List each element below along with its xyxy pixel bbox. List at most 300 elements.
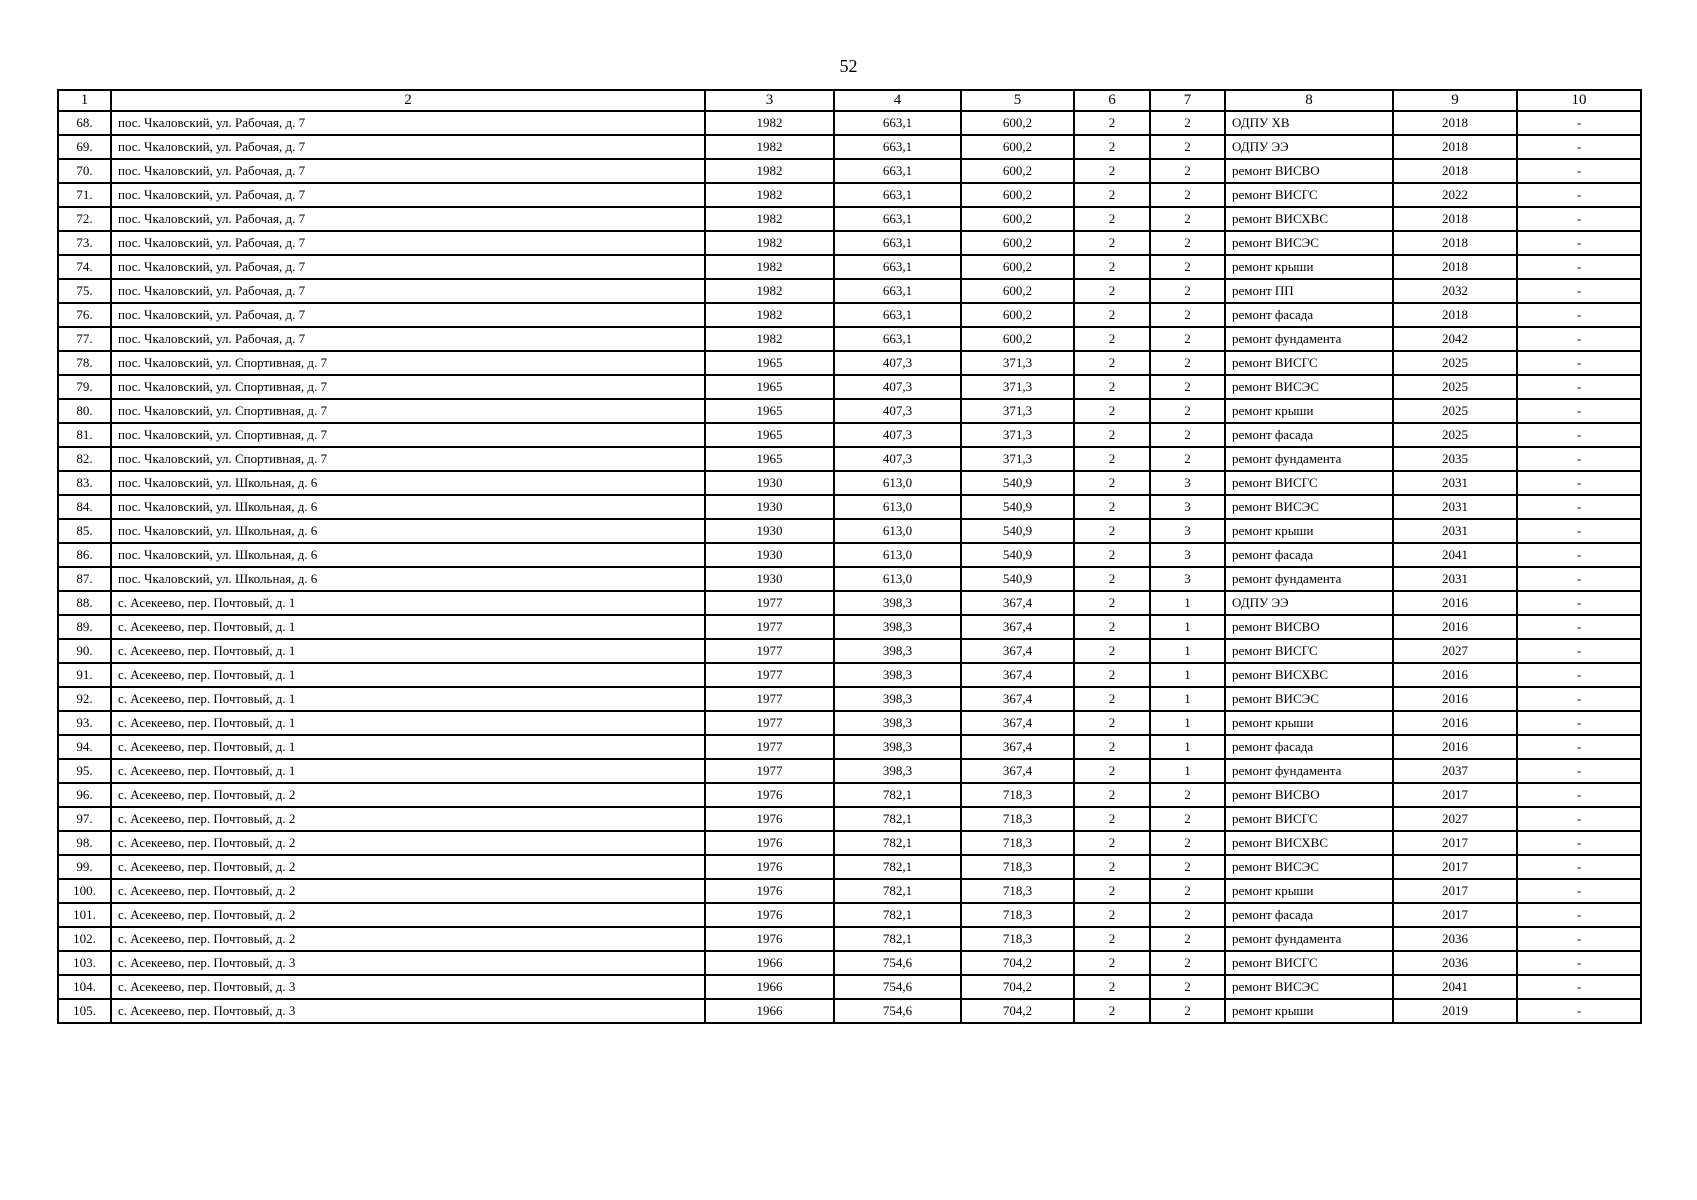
planned-year-cell: 2018	[1393, 231, 1517, 255]
total-area-cell: 782,1	[834, 855, 961, 879]
table-row	[58, 591, 1641, 615]
column-header-10: 10	[1517, 90, 1641, 111]
planned-year-cell: 2018	[1393, 207, 1517, 231]
row-number-cell: 93.	[58, 711, 111, 735]
address-cell: с. Асекеево, пер. Почтовый, д. 1	[111, 759, 705, 783]
note-cell: -	[1517, 831, 1641, 855]
living-area-cell: 540,9	[961, 471, 1074, 495]
address-cell: с. Асекеево, пер. Почтовый, д. 2	[111, 831, 705, 855]
floors-cell: 2	[1074, 711, 1150, 735]
living-area-cell: 600,2	[961, 255, 1074, 279]
living-area-cell: 600,2	[961, 303, 1074, 327]
work-type-cell: ремонт ПП	[1225, 279, 1393, 303]
row-number-cell: 86.	[58, 543, 111, 567]
planned-year-cell: 2032	[1393, 279, 1517, 303]
living-area-cell: 540,9	[961, 543, 1074, 567]
total-area-cell: 782,1	[834, 927, 961, 951]
note-cell: -	[1517, 399, 1641, 423]
note-cell: -	[1517, 327, 1641, 351]
work-type-cell: ремонт ВИСЭС	[1225, 495, 1393, 519]
planned-year-cell: 2027	[1393, 639, 1517, 663]
entrances-cell: 2	[1150, 183, 1225, 207]
floors-cell: 2	[1074, 903, 1150, 927]
planned-year-cell: 2019	[1393, 999, 1517, 1023]
work-type-cell: ОДПУ ЭЭ	[1225, 135, 1393, 159]
floors-cell: 2	[1074, 111, 1150, 135]
address-cell: пос. Чкаловский, ул. Рабочая, д. 7	[111, 135, 705, 159]
address-cell: пос. Чкаловский, ул. Спортивная, д. 7	[111, 423, 705, 447]
entrances-cell: 2	[1150, 255, 1225, 279]
living-area-cell: 367,4	[961, 711, 1074, 735]
work-type-cell: ремонт ВИСГС	[1225, 471, 1393, 495]
living-area-cell: 718,3	[961, 855, 1074, 879]
planned-year-cell: 2017	[1393, 879, 1517, 903]
planned-year-cell: 2031	[1393, 519, 1517, 543]
row-number-cell: 81.	[58, 423, 111, 447]
planned-year-cell: 2018	[1393, 111, 1517, 135]
column-header-2: 2	[111, 90, 705, 111]
work-type-cell: ремонт крыши	[1225, 711, 1393, 735]
total-area-cell: 407,3	[834, 423, 961, 447]
note-cell: -	[1517, 279, 1641, 303]
note-cell: -	[1517, 759, 1641, 783]
note-cell: -	[1517, 519, 1641, 543]
work-type-cell: ремонт фасада	[1225, 423, 1393, 447]
row-number-cell: 92.	[58, 687, 111, 711]
entrances-cell: 3	[1150, 567, 1225, 591]
row-number-cell: 85.	[58, 519, 111, 543]
note-cell: -	[1517, 207, 1641, 231]
note-cell: -	[1517, 495, 1641, 519]
row-number-cell: 97.	[58, 807, 111, 831]
year-built-cell: 1982	[705, 183, 834, 207]
planned-year-cell: 2016	[1393, 663, 1517, 687]
total-area-cell: 398,3	[834, 591, 961, 615]
year-built-cell: 1976	[705, 879, 834, 903]
entrances-cell: 2	[1150, 351, 1225, 375]
address-cell: с. Асекеево, пер. Почтовый, д. 3	[111, 951, 705, 975]
living-area-cell: 600,2	[961, 327, 1074, 351]
year-built-cell: 1930	[705, 567, 834, 591]
column-header-3: 3	[705, 90, 834, 111]
address-cell: пос. Чкаловский, ул. Рабочая, д. 7	[111, 183, 705, 207]
year-built-cell: 1966	[705, 999, 834, 1023]
total-area-cell: 398,3	[834, 687, 961, 711]
address-cell: пос. Чкаловский, ул. Спортивная, д. 7	[111, 447, 705, 471]
planned-year-cell: 2016	[1393, 687, 1517, 711]
work-type-cell: ремонт фасада	[1225, 543, 1393, 567]
work-type-cell: ремонт ВИСВО	[1225, 615, 1393, 639]
planned-year-cell: 2018	[1393, 135, 1517, 159]
row-number-cell: 96.	[58, 783, 111, 807]
floors-cell: 2	[1074, 999, 1150, 1023]
address-cell: с. Асекеево, пер. Почтовый, д. 1	[111, 663, 705, 687]
entrances-cell: 2	[1150, 327, 1225, 351]
entrances-cell: 3	[1150, 495, 1225, 519]
total-area-cell: 407,3	[834, 447, 961, 471]
work-type-cell: ремонт ВИСВО	[1225, 783, 1393, 807]
total-area-cell: 613,0	[834, 471, 961, 495]
row-number-cell: 70.	[58, 159, 111, 183]
address-cell: пос. Чкаловский, ул. Рабочая, д. 7	[111, 159, 705, 183]
total-area-cell: 398,3	[834, 663, 961, 687]
note-cell: -	[1517, 255, 1641, 279]
living-area-cell: 718,3	[961, 927, 1074, 951]
entrances-cell: 2	[1150, 111, 1225, 135]
note-cell: -	[1517, 807, 1641, 831]
planned-year-cell: 2031	[1393, 567, 1517, 591]
total-area-cell: 613,0	[834, 495, 961, 519]
total-area-cell: 398,3	[834, 711, 961, 735]
entrances-cell: 2	[1150, 159, 1225, 183]
table-row	[58, 351, 1641, 375]
table-row	[58, 807, 1641, 831]
year-built-cell: 1977	[705, 687, 834, 711]
note-cell: -	[1517, 783, 1641, 807]
living-area-cell: 371,3	[961, 447, 1074, 471]
floors-cell: 2	[1074, 615, 1150, 639]
year-built-cell: 1965	[705, 423, 834, 447]
floors-cell: 2	[1074, 231, 1150, 255]
table-row	[58, 951, 1641, 975]
work-type-cell: ремонт фасада	[1225, 735, 1393, 759]
table-row	[58, 783, 1641, 807]
address-cell: с. Асекеево, пер. Почтовый, д. 2	[111, 807, 705, 831]
planned-year-cell: 2017	[1393, 903, 1517, 927]
row-number-cell: 78.	[58, 351, 111, 375]
floors-cell: 2	[1074, 687, 1150, 711]
year-built-cell: 1977	[705, 735, 834, 759]
row-number-cell: 80.	[58, 399, 111, 423]
address-cell: с. Асекеево, пер. Почтовый, д. 1	[111, 735, 705, 759]
note-cell: -	[1517, 903, 1641, 927]
planned-year-cell: 2017	[1393, 855, 1517, 879]
floors-cell: 2	[1074, 543, 1150, 567]
work-type-cell: ОДПУ ХВ	[1225, 111, 1393, 135]
row-number-cell: 76.	[58, 303, 111, 327]
work-type-cell: ремонт фундамента	[1225, 447, 1393, 471]
planned-year-cell: 2042	[1393, 327, 1517, 351]
living-area-cell: 600,2	[961, 231, 1074, 255]
year-built-cell: 1965	[705, 351, 834, 375]
year-built-cell: 1982	[705, 231, 834, 255]
note-cell: -	[1517, 591, 1641, 615]
table-row	[58, 879, 1641, 903]
floors-cell: 2	[1074, 975, 1150, 999]
year-built-cell: 1976	[705, 783, 834, 807]
column-header-8: 8	[1225, 90, 1393, 111]
floors-cell: 2	[1074, 759, 1150, 783]
row-number-cell: 79.	[58, 375, 111, 399]
header-row	[58, 90, 1641, 111]
living-area-cell: 718,3	[961, 783, 1074, 807]
address-cell: с. Асекеево, пер. Почтовый, д. 1	[111, 687, 705, 711]
year-built-cell: 1965	[705, 399, 834, 423]
total-area-cell: 663,1	[834, 207, 961, 231]
total-area-cell: 613,0	[834, 543, 961, 567]
address-cell: с. Асекеево, пер. Почтовый, д. 1	[111, 711, 705, 735]
total-area-cell: 754,6	[834, 951, 961, 975]
planned-year-cell: 2041	[1393, 975, 1517, 999]
floors-cell: 2	[1074, 495, 1150, 519]
row-number-cell: 75.	[58, 279, 111, 303]
note-cell: -	[1517, 423, 1641, 447]
total-area-cell: 782,1	[834, 903, 961, 927]
planned-year-cell: 2025	[1393, 351, 1517, 375]
living-area-cell: 371,3	[961, 423, 1074, 447]
table-row	[58, 375, 1641, 399]
work-type-cell: ремонт ВИСГС	[1225, 183, 1393, 207]
note-cell: -	[1517, 999, 1641, 1023]
total-area-cell: 663,1	[834, 303, 961, 327]
work-type-cell: ремонт ВИСГС	[1225, 351, 1393, 375]
row-number-cell: 94.	[58, 735, 111, 759]
floors-cell: 2	[1074, 591, 1150, 615]
note-cell: -	[1517, 639, 1641, 663]
note-cell: -	[1517, 543, 1641, 567]
floors-cell: 2	[1074, 375, 1150, 399]
planned-year-cell: 2031	[1393, 471, 1517, 495]
entrances-cell: 2	[1150, 423, 1225, 447]
total-area-cell: 407,3	[834, 399, 961, 423]
living-area-cell: 367,4	[961, 591, 1074, 615]
planned-year-cell: 2017	[1393, 831, 1517, 855]
address-cell: пос. Чкаловский, ул. Рабочая, д. 7	[111, 231, 705, 255]
address-cell: пос. Чкаловский, ул. Рабочая, д. 7	[111, 303, 705, 327]
table-row	[58, 615, 1641, 639]
table-row	[58, 687, 1641, 711]
floors-cell: 2	[1074, 207, 1150, 231]
entrances-cell: 2	[1150, 975, 1225, 999]
floors-cell: 2	[1074, 783, 1150, 807]
living-area-cell: 704,2	[961, 951, 1074, 975]
living-area-cell: 371,3	[961, 375, 1074, 399]
living-area-cell: 600,2	[961, 207, 1074, 231]
living-area-cell: 367,4	[961, 639, 1074, 663]
living-area-cell: 600,2	[961, 135, 1074, 159]
year-built-cell: 1977	[705, 591, 834, 615]
entrances-cell: 3	[1150, 519, 1225, 543]
living-area-cell: 367,4	[961, 615, 1074, 639]
entrances-cell: 1	[1150, 663, 1225, 687]
table-row	[58, 735, 1641, 759]
planned-year-cell: 2025	[1393, 399, 1517, 423]
total-area-cell: 407,3	[834, 351, 961, 375]
row-number-cell: 90.	[58, 639, 111, 663]
work-type-cell: ремонт ВИСЭС	[1225, 231, 1393, 255]
row-number-cell: 101.	[58, 903, 111, 927]
floors-cell: 2	[1074, 807, 1150, 831]
note-cell: -	[1517, 735, 1641, 759]
entrances-cell: 1	[1150, 735, 1225, 759]
planned-year-cell: 2027	[1393, 807, 1517, 831]
address-cell: с. Асекеево, пер. Почтовый, д. 2	[111, 783, 705, 807]
living-area-cell: 718,3	[961, 831, 1074, 855]
floors-cell: 2	[1074, 927, 1150, 951]
table-row	[58, 495, 1641, 519]
entrances-cell: 2	[1150, 399, 1225, 423]
planned-year-cell: 2017	[1393, 783, 1517, 807]
total-area-cell: 398,3	[834, 639, 961, 663]
note-cell: -	[1517, 471, 1641, 495]
work-type-cell: ремонт ВИСЭС	[1225, 375, 1393, 399]
work-type-cell: ремонт крыши	[1225, 399, 1393, 423]
entrances-cell: 2	[1150, 879, 1225, 903]
entrances-cell: 2	[1150, 951, 1225, 975]
table-row	[58, 903, 1641, 927]
row-number-cell: 100.	[58, 879, 111, 903]
planned-year-cell: 2018	[1393, 159, 1517, 183]
entrances-cell: 2	[1150, 447, 1225, 471]
row-number-cell: 73.	[58, 231, 111, 255]
note-cell: -	[1517, 183, 1641, 207]
address-cell: пос. Чкаловский, ул. Рабочая, д. 7	[111, 111, 705, 135]
living-area-cell: 600,2	[961, 279, 1074, 303]
address-cell: с. Асекеево, пер. Почтовый, д. 1	[111, 639, 705, 663]
repair-schedule-table	[57, 89, 1642, 1024]
row-number-cell: 88.	[58, 591, 111, 615]
living-area-cell: 718,3	[961, 807, 1074, 831]
note-cell: -	[1517, 447, 1641, 471]
year-built-cell: 1982	[705, 207, 834, 231]
living-area-cell: 600,2	[961, 159, 1074, 183]
entrances-cell: 3	[1150, 471, 1225, 495]
living-area-cell: 704,2	[961, 999, 1074, 1023]
row-number-cell: 99.	[58, 855, 111, 879]
work-type-cell: ремонт ВИСЭС	[1225, 855, 1393, 879]
living-area-cell: 540,9	[961, 495, 1074, 519]
year-built-cell: 1982	[705, 327, 834, 351]
column-header-6: 6	[1074, 90, 1150, 111]
row-number-cell: 83.	[58, 471, 111, 495]
column-header-7: 7	[1150, 90, 1225, 111]
year-built-cell: 1965	[705, 375, 834, 399]
floors-cell: 2	[1074, 183, 1150, 207]
year-built-cell: 1966	[705, 951, 834, 975]
year-built-cell: 1977	[705, 663, 834, 687]
total-area-cell: 754,6	[834, 999, 961, 1023]
table-row	[58, 999, 1641, 1023]
table-row	[58, 711, 1641, 735]
total-area-cell: 663,1	[834, 231, 961, 255]
year-built-cell: 1930	[705, 519, 834, 543]
column-header-4: 4	[834, 90, 961, 111]
entrances-cell: 2	[1150, 999, 1225, 1023]
year-built-cell: 1930	[705, 543, 834, 567]
floors-cell: 2	[1074, 879, 1150, 903]
floors-cell: 2	[1074, 519, 1150, 543]
living-area-cell: 718,3	[961, 879, 1074, 903]
row-number-cell: 68.	[58, 111, 111, 135]
work-type-cell: ремонт крыши	[1225, 255, 1393, 279]
floors-cell: 2	[1074, 663, 1150, 687]
row-number-cell: 103.	[58, 951, 111, 975]
planned-year-cell: 2022	[1393, 183, 1517, 207]
year-built-cell: 1982	[705, 159, 834, 183]
work-type-cell: ремонт фундамента	[1225, 759, 1393, 783]
address-cell: с. Асекеево, пер. Почтовый, д. 3	[111, 975, 705, 999]
table-row	[58, 207, 1641, 231]
year-built-cell: 1977	[705, 759, 834, 783]
address-cell: пос. Чкаловский, ул. Рабочая, д. 7	[111, 327, 705, 351]
entrances-cell: 1	[1150, 759, 1225, 783]
table-row	[58, 159, 1641, 183]
note-cell: -	[1517, 687, 1641, 711]
year-built-cell: 1966	[705, 975, 834, 999]
living-area-cell: 371,3	[961, 351, 1074, 375]
row-number-cell: 105.	[58, 999, 111, 1023]
living-area-cell: 367,4	[961, 759, 1074, 783]
table-row	[58, 183, 1641, 207]
row-number-cell: 72.	[58, 207, 111, 231]
row-number-cell: 104.	[58, 975, 111, 999]
total-area-cell: 663,1	[834, 183, 961, 207]
note-cell: -	[1517, 231, 1641, 255]
year-built-cell: 1977	[705, 639, 834, 663]
entrances-cell: 2	[1150, 375, 1225, 399]
work-type-cell: ремонт фундамента	[1225, 927, 1393, 951]
floors-cell: 2	[1074, 399, 1150, 423]
note-cell: -	[1517, 855, 1641, 879]
note-cell: -	[1517, 663, 1641, 687]
entrances-cell: 2	[1150, 207, 1225, 231]
table-row	[58, 303, 1641, 327]
address-cell: пос. Чкаловский, ул. Спортивная, д. 7	[111, 375, 705, 399]
year-built-cell: 1965	[705, 447, 834, 471]
total-area-cell: 407,3	[834, 375, 961, 399]
planned-year-cell: 2025	[1393, 423, 1517, 447]
note-cell: -	[1517, 615, 1641, 639]
total-area-cell: 782,1	[834, 831, 961, 855]
address-cell: пос. Чкаловский, ул. Школьная, д. 6	[111, 495, 705, 519]
note-cell: -	[1517, 159, 1641, 183]
living-area-cell: 600,2	[961, 183, 1074, 207]
floors-cell: 2	[1074, 423, 1150, 447]
page-number: 52	[839, 56, 858, 76]
floors-cell: 2	[1074, 135, 1150, 159]
planned-year-cell: 2025	[1393, 375, 1517, 399]
note-cell: -	[1517, 135, 1641, 159]
work-type-cell: ремонт ВИСВО	[1225, 159, 1393, 183]
total-area-cell: 782,1	[834, 879, 961, 903]
planned-year-cell: 2036	[1393, 951, 1517, 975]
work-type-cell: ремонт крыши	[1225, 999, 1393, 1023]
living-area-cell: 371,3	[961, 399, 1074, 423]
work-type-cell: ремонт ВИСГС	[1225, 807, 1393, 831]
work-type-cell: ремонт ВИСЭС	[1225, 687, 1393, 711]
table-row	[58, 663, 1641, 687]
address-cell: пос. Чкаловский, ул. Спортивная, д. 7	[111, 399, 705, 423]
total-area-cell: 398,3	[834, 735, 961, 759]
address-cell: пос. Чкаловский, ул. Рабочая, д. 7	[111, 255, 705, 279]
address-cell: с. Асекеево, пер. Почтовый, д. 2	[111, 903, 705, 927]
entrances-cell: 2	[1150, 135, 1225, 159]
note-cell: -	[1517, 927, 1641, 951]
floors-cell: 2	[1074, 327, 1150, 351]
table-row	[58, 399, 1641, 423]
row-number-cell: 84.	[58, 495, 111, 519]
entrances-cell: 1	[1150, 711, 1225, 735]
planned-year-cell: 2035	[1393, 447, 1517, 471]
table-body	[58, 111, 1641, 1023]
planned-year-cell: 2036	[1393, 927, 1517, 951]
floors-cell: 2	[1074, 735, 1150, 759]
entrances-cell: 3	[1150, 543, 1225, 567]
floors-cell: 2	[1074, 951, 1150, 975]
row-number-cell: 69.	[58, 135, 111, 159]
planned-year-cell: 2037	[1393, 759, 1517, 783]
living-area-cell: 718,3	[961, 903, 1074, 927]
